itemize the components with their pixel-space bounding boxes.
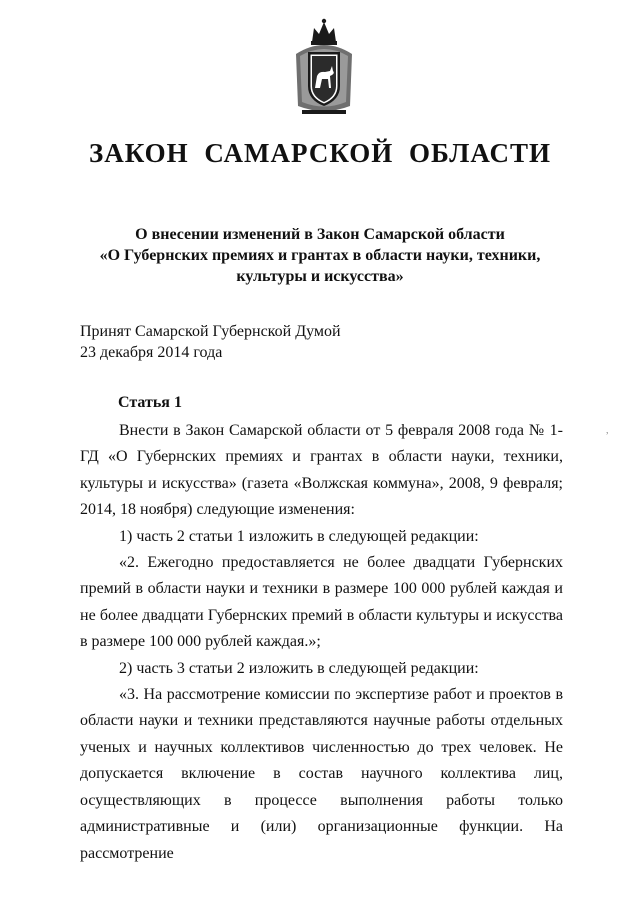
paragraph: Внести в Закон Самарской области от 5 февраля 2008 года № 1-ГД «О Губернских премиях и грантах в области науки, техники, культуры и искусства» (газета «Волжская коммуна», 2008, 9 февраля; 2014, 18 ноября) следующие изменения: — [80, 422, 563, 519]
article-body — [80, 418, 563, 867]
paragraph: «2. Ежегодно предоставляется не более двадцати Губернских премий в области науки и техники в размере 100 000 рублей каждая и не более двадцати Губернских премий в области культуры и искусства в размере 100 000 рублей каждая.»; — [80, 554, 563, 651]
subtitle-line: «О Губернских премиях и грантах в области науки, техники, — [99, 247, 541, 264]
article-heading: Статья 1 — [118, 394, 182, 411]
coat-of-arms-icon — [292, 16, 356, 120]
paragraph: 2) часть 3 статьи 2 изложить в следующей редакции: — [119, 659, 479, 677]
adoption-note — [80, 321, 341, 363]
adoption-date: 23 декабря 2014 года — [80, 344, 223, 361]
paragraph: «3. На рассмотрение комиссии по экспертизе работ и проектов в области науки и техники представляются научные работы отдельных ученых и научных коллективов численностью до трех человек. Не допускается включение в состав научного коллектива лиц, осуществляющих в процессе выполнения работы только административные и (или) организационные функции. На рассмотрение — [80, 686, 563, 862]
subtitle-line: О внесении изменений в Закон Самарской области — [135, 226, 505, 243]
law-subtitle — [60, 224, 580, 287]
subtitle-line: культуры и искусства» — [236, 268, 404, 285]
paragraph: 1) часть 2 статьи 1 изложить в следующей редакции: — [119, 527, 479, 545]
law-title: ЗАКОН САМАРСКОЙ ОБЛАСТИ — [89, 138, 551, 168]
adoption-body: Принят Самарской Губернской Думой — [80, 323, 341, 340]
margin-mark: , — [606, 425, 609, 436]
